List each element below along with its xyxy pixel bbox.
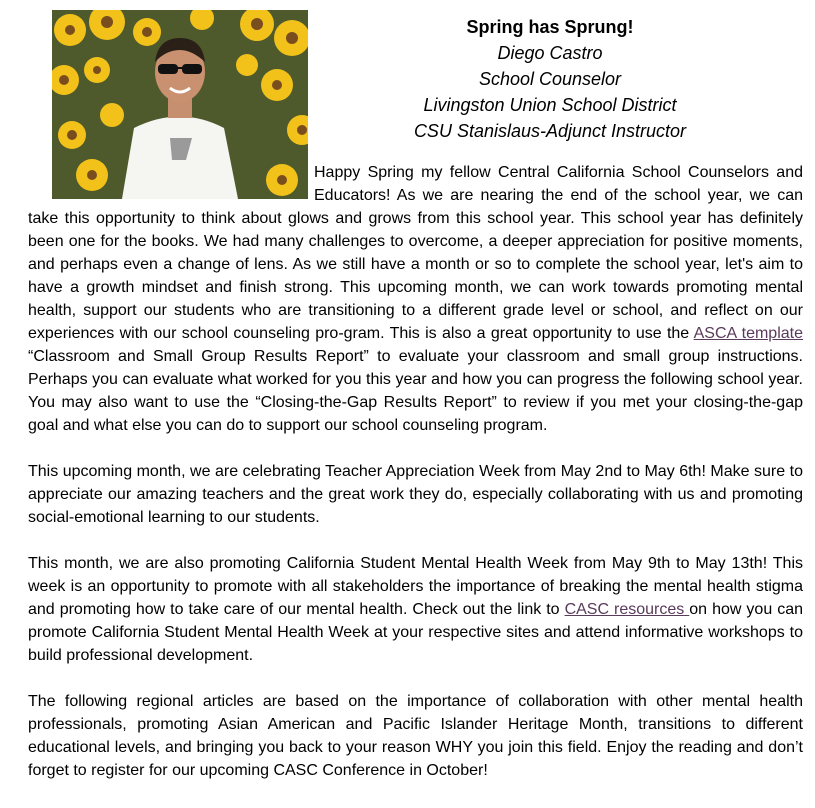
- asca-template-link[interactable]: ASCA template: [693, 325, 803, 342]
- author-position: CSU Stanislaus-Adjunct Instructor: [413, 121, 687, 141]
- article-title: Spring has Sprung!: [466, 17, 634, 37]
- article-body: [28, 161, 803, 782]
- article-header: [390, 14, 710, 144]
- casc-resources-link[interactable]: CASC resources: [564, 601, 690, 618]
- author-name: Diego Castro: [497, 43, 603, 63]
- author-district: Livingston Union School District: [423, 95, 677, 115]
- paragraph-mental-health-week: This month, we are also promoting California Student Mental Health Week from May 9th to May 13th! This week is an opportunity to promote with all stakeholders the importance of breaking the mental health stigma and promoting how to take care of our mental health. Check out the link to CASC resources on how you can promote California Student Mental Health Week at your respective sites and attend informative workshops to build professional development.: [28, 555, 804, 664]
- paragraph-teacher-week: This upcoming month, we are celebrating Teacher Appreciation Week from May 2nd to May 6th! Make sure to appreciate our amazing teachers and the great work they do, especially collaborating with us and promoting social-emotional learning to our students.: [28, 463, 803, 526]
- author-role: School Counselor: [478, 69, 622, 89]
- paragraph-regional-articles: The following regional articles are based on the importance of collaboration with other mental health professionals, promoting Asian American and Pacific Islander Heritage Month, transitions to different educational levels, and bringing you back to your reason WHY you join this field. Enjoy the reading and don’t forget to register for our upcoming CASC Conference in October!: [28, 693, 803, 779]
- paragraph-intro: Happy Spring my fellow Central California School Counselors and Educators! As we are nearing the end of the school year, we can take this opportunity to think about glows and grows from this school year. This school year has definitely been one for the books. We had many challenges to overcome, a deeper appreciation for positive moments, and perhaps even a change of lens. As we still have a month or so to complete the school year, let's aim to have a growth mindset and finish strong. This upcoming month, we can work towards promoting mental health, support our students who are transitioning to a different grade level or school, and reflect on our experiences with our school counseling pro-gram. This is also a great opportunity to use the ASCA template “Classroom and Small Group Results Report” to evaluate your classroom and small group instructions. Perhaps you can evaluate what worked for you this year and how you can progress the following school year. You may also want to use the “Closing-the-Gap Results Report” to review if you met your closing-the-gap goal and what else you can do to support our school counseling program.: [28, 164, 803, 434]
